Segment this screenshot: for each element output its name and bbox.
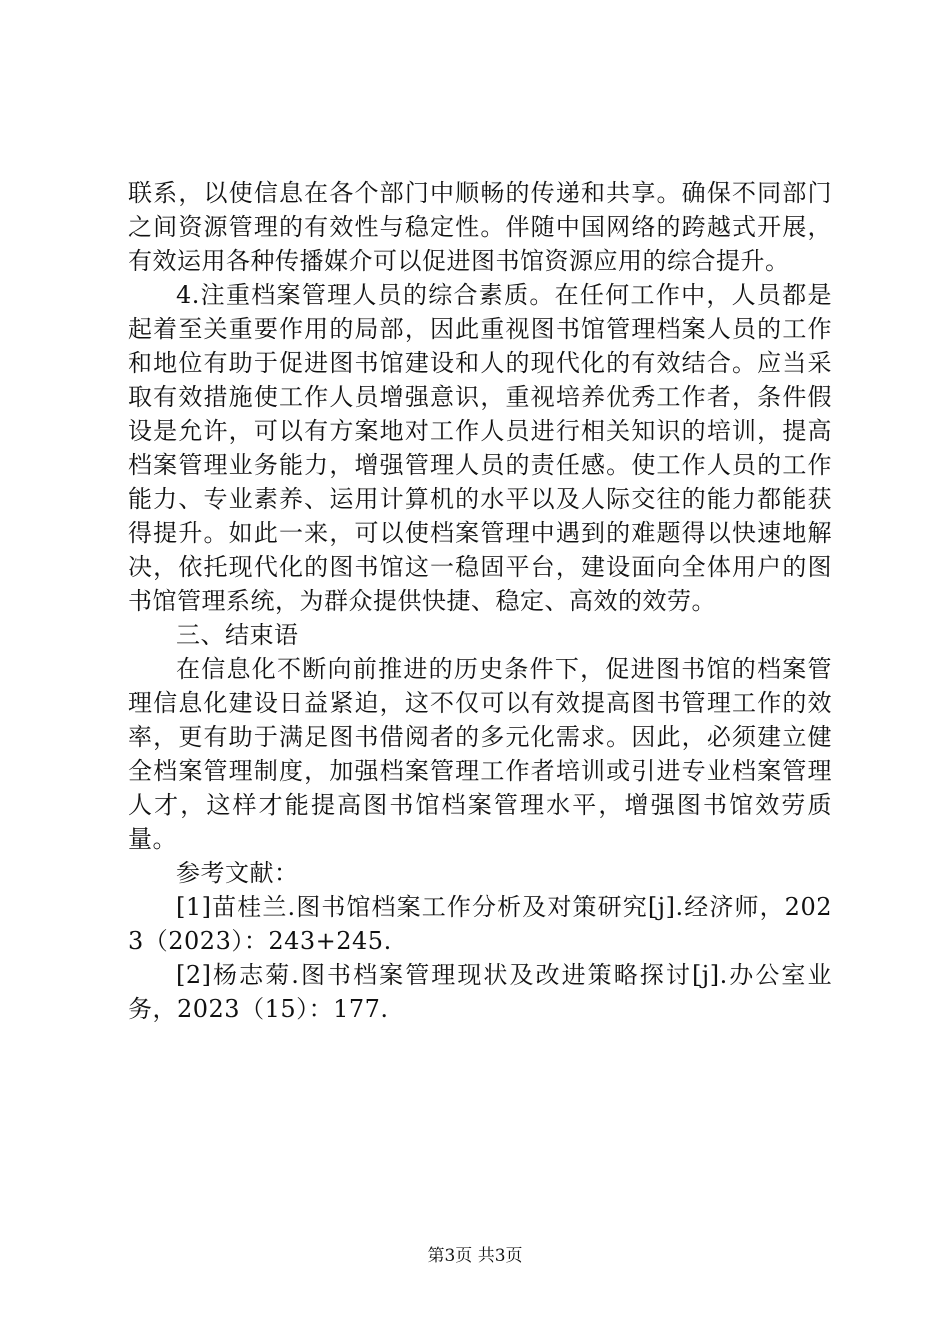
page-footer: 第3页 共3页 <box>427 1246 523 1266</box>
document-body <box>128 176 832 1026</box>
paragraph-continuation: 联系，以使信息在各个部门中顺畅的传递和共享。确保不同部门之间资源管理的有效性与稳定性。伴随中国网络的跨越式开展，有效运用各种传播媒介可以促进图书馆资源应用的综合提升。 <box>128 179 832 275</box>
paragraph-staff-quality: 4.注重档案管理人员的综合素质。在任何工作中，人员都是起着至关重要作用的局部，因此重视图书馆管理档案人员的工作和地位有助于促进图书馆建设和人的现代化的有效结合。应当采取有效措施使工作人员增强意识，重视培养优秀工作者，条件假设是允许，可以有方案地对工作人员进行相关知识的培训，提高档案管理业务能力，增强管理人员的责任感。使工作人员的工作能力、专业素养、运用计算机的水平以及人际交往的能力都能获得提升。如此一来，可以使档案管理中遇到的难题得以快速地解决，依托现代化的图书馆这一稳固平台，建设面向全体用户的图书馆管理系统，为群众提供快捷、稳定、高效的效劳。 <box>128 281 832 615</box>
section-heading-conclusion: 三、结束语 <box>176 621 299 649</box>
reference-item-1: [1]苗桂兰.图书馆档案工作分析及对策研究[j].经济师，2023（2023）：243+245. <box>128 893 832 955</box>
paragraph-conclusion: 在信息化不断向前推进的历史条件下，促进图书馆的档案管理信息化建设日益紧迫，这不仅可以有效提高图书管理工作的效率，更有助于满足图书借阅者的多元化需求。因此，必须建立健全档案管理制度，加强档案管理工作者培训或引进专业档案管理人才，这样才能提高图书馆档案管理水平，增强图书馆效劳质量。 <box>128 655 832 853</box>
reference-item-2: [2]杨志菊.图书档案管理现状及改进策略探讨[j].办公室业务，2023（15）：177. <box>128 961 832 1023</box>
references-heading: 参考文献： <box>176 859 299 887</box>
